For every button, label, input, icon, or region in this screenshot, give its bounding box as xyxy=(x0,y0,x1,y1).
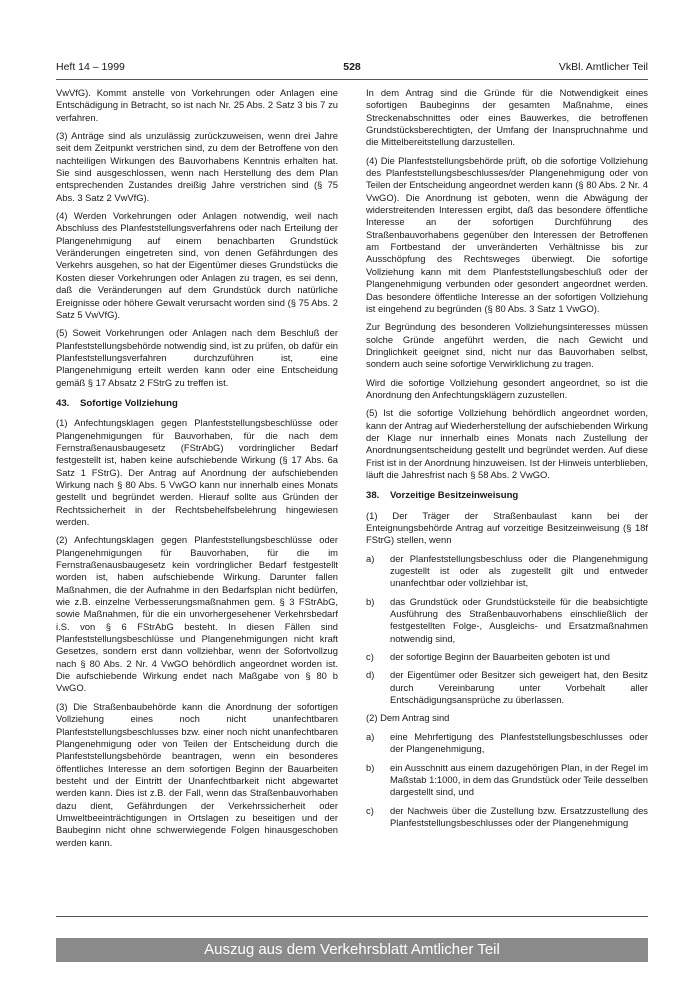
section-number: 43. xyxy=(56,397,70,409)
list-text: das Grundstück oder Grundstücksteile für die beabsichtigte Ausführung des Straßenbauvorhabens einschließlich der festgestellten Folge-, Ausgleichs- und Ersatzmaßnahmen notwendig sind, xyxy=(390,595,648,644)
list-item xyxy=(366,805,648,830)
list-text: ein Ausschnitt aus einem dazugehörigen Plan, in der Regel im Maßstab 1:1000, in dem das Grundstück oder Teile desselben dargestellt sind, und xyxy=(390,761,648,798)
list-text: der Nachweis über die Zustellung bzw. Ersatzzustellung des Planfeststellungsbeschlusses oder der Plangenehmigung xyxy=(390,804,648,828)
list-marker: b) xyxy=(366,595,375,607)
paragraph: (3) Die Straßenbaubehörde kann die Anordnung der sofortigen Vollziehung eines noch nicht unanfechtbaren Planfeststellungsbeschlusses bzw. einer noch nicht unanfechtbaren Plangenehmigung oder von Teilen der Entscheidung durch die Planfeststellungsbehörde beantragen, wenn ein besonderes öffentliches Interesse an dem sofortigen Beginn der Bauarbeiten besteht und der Eintritt der Unanfechtbarkeit nicht abgewartet werden kann. Dies ist z.B. der Fall, wenn das Straßenbauvorhaben dazu dient, Gefährdungen der Verkehrssicherheit oder Umweltbeeinträchtigungen in Ortslagen zu beseitigen und der Baubeginn nicht ohne schwerwiegende Folgen hinausgeschoben werden kann. xyxy=(56,700,338,848)
list-marker: c) xyxy=(366,651,374,663)
section-title: Vorzeitige Besitzeinweisung xyxy=(390,490,519,502)
right-column xyxy=(366,87,648,835)
paragraph: (4) Werden Vorkehrungen oder Anlagen notwendig, weil nach Abschluss des Planfeststellungsverfahrens oder nach Erteilung der Plangenehmigung auf einem benachbarten Grundstück Veränderungen eingetreten sind, von denen Gefährdungen des Verkehrs ausgehen, so hat der Eigentümer dieses Grundstücks die Kosten dieser Vorkehrungen oder Anlagen zu tragen, es sei denn, daß die Veränderungen auf dem Grundstück durch natürliche Ereignisse oder höhere Gewalt verursacht worden sind (§ 75 Abs. 2 Satz 5 VwVfG). xyxy=(56,210,338,320)
paragraph: Wird die sofortige Vollziehung gesondert angeordnet, so ist die Anordnung den Anfechtungsklägern zuzustellen. xyxy=(366,376,648,400)
paragraph: VwVfG). Kommt anstelle von Vorkehrungen oder Anlagen eine Entschädigung in Betracht, so ist nach Nr. 25 Abs. 2 Satz 3 bis 7 zu verfahren. xyxy=(56,87,338,123)
footer-divider xyxy=(56,916,648,917)
paragraph: (1) Der Träger der Straßenbaulast kann bei der Enteignungsbehörde Antrag auf vorzeitige Besitzeinweisung (§ 18f FStrG) stellen, wenn xyxy=(366,509,648,546)
issue-label: Heft 14 – 1999 xyxy=(56,61,125,73)
list-item xyxy=(366,731,648,756)
section-heading-38 xyxy=(366,490,648,502)
list-item xyxy=(366,669,648,706)
list-text: der Planfeststellungsbeschluss oder die Plangenehmigung zugestellt ist oder als zugestellt gilt und entweder unanfechtbar oder vollziehbar ist, xyxy=(390,552,648,589)
list-text: der Eigentümer oder Besitzer sich geweigert hat, den Besitz durch Vereinbarung unter Vorbehalt aller Entschädigungsansprüche zu überlassen. xyxy=(390,669,648,706)
list-text: eine Mehrfertigung des Planfeststellungsbeschlusses oder der Plangenehmigung, xyxy=(390,730,648,755)
list-item xyxy=(366,762,648,799)
page-number: 528 xyxy=(343,61,361,73)
paragraph: (2) Dem Antrag sind xyxy=(366,712,450,724)
paragraph: In dem Antrag sind die Gründe für die Notwendigkeit eines sofortigen Baubeginns der gesamten Maßnahme, eines Streckenabschnittes oder eines Bauwerkes, die betroffenen Grundstücksberechtigten, der Umfang der Inanspruchnahme und die Mittelbereitstellung darzustellen. xyxy=(366,87,648,148)
footer-banner: Auszug aus dem Verkehrsblatt Amtlicher Teil xyxy=(56,938,648,962)
section-number: 38. xyxy=(366,490,380,502)
list-item xyxy=(366,651,648,663)
list-marker: a) xyxy=(366,730,375,742)
list-text: der sofortige Beginn der Bauarbeiten geboten ist und xyxy=(390,651,610,663)
paragraph: (5) Soweit Vorkehrungen oder Anlagen nach dem Beschluß der Planfeststellungsbehörde notwendig sind, ist zu prüfen, ob dafür ein Planfeststellungsverfahren durchzuführen ist, eine Plangenehmigung erteilt werden kann oder eine Entscheidung gemäß § 17 Absatz 2 FStrG zu treffen ist. xyxy=(56,327,338,388)
list-marker: d) xyxy=(366,669,375,681)
list-item xyxy=(366,553,648,590)
page-header xyxy=(56,61,648,79)
paragraph: (2) Anfechtungsklagen gegen Planfeststellungsbeschlüsse oder Plangenehmigungen für Bauvorhaben, für die im Fernstraßenausbaugesetz kein vordringlicher Bedarf festgestellt worden ist, haben aufschiebende Wirkung. Darunter fallen Maßnahmen, die der Aufnahme in den Bedarfsplan nicht bedürfen, wie z.B. einzelne Verbesserungsmaßnahmen gem. § 3 FStrAbG, sowie Maßnahmen, für die ein unvorhergesehener Verkehrsbedarf i.S. von § 6 FStrAbG besteht. In diesen Fällen sind Planfeststellungsbeschlüsse und Plangenehmigungen nicht kraft Gesetzes, sondern erst dann vollziehbar, wenn der Sofortvollzug nach § 80 Abs. 2 Nr. 4 VwGO behördlich angeordnet worden ist. Die aufschiebende Wirkung endet nach Maßgabe von § 80 b VwGO. xyxy=(56,534,338,694)
paragraph: (3) Anträge sind als unzulässig zurückzuweisen, wenn drei Jahre seit dem Zeitpunkt verstrichen sind, zu dem der Betroffene von den nachteiligen Wirkungen des Bauvorhabens Kenntnis erhalten hat. Sie sind ausgeschlossen, wenn nach Herstellung des dem Plan entsprechenden Zustandes dreißig Jahre verstrichen sind (§ 75 Abs. 3 Satz 2 VwVfG). xyxy=(56,130,338,203)
left-column xyxy=(56,87,338,855)
list-item xyxy=(366,596,648,645)
paragraph: Zur Begründung des besonderen Vollziehungsinteresses müssen solche Gründe angeführt werden, die nach Gewicht und Dringlichkeit geeignet sind, nicht nur das Bauvorhaben selbst, sondern auch seine sofortige Verwirklichung zu tragen. xyxy=(366,321,648,370)
list-marker: b) xyxy=(366,761,375,773)
publication-label: VkBl. Amtlicher Teil xyxy=(558,61,648,73)
section-heading-43 xyxy=(56,398,338,410)
paragraph: (4) Die Planfeststellungsbehörde prüft, ob die sofortige Vollziehung des Planfeststellungsbeschlusses/der Plangenehmigung oder von Teilen der Entscheidung angeordnet werden kann (§ 80 Abs. 2 Nr. 4 VwGO). Die Anordnung ist geboten, wenn die Abwägung der widerstreitenden Interessen ergibt, daß das besondere öffentliche Interesse an der sofortigen Durchführung des Straßenbauvorhabens gegenüber den Interessen der Betroffenen am Fortbestand der unveränderten Verhältnisse bis zur Ausschöpfung des Rechtsweges überwiegt. Die sofortige Vollziehung kann mit dem Planfeststellungsbeschluß oder der Plangenehmigung verbunden oder gesondert angeordnet werden. Das besondere öffentliche Interesse an der sofortigen Vollziehung ist eingehend zu begründen (§ 80 Abs. 3 Satz 1 VwGO). xyxy=(366,154,648,314)
list-marker: c) xyxy=(366,804,374,816)
paragraph: (5) Ist die sofortige Vollziehung behördlich angeordnet worden, kann der Antrag auf Wiederherstellung der aufschiebenden Wirkung der Klage nur innerhalb eines Monats nach Zustellung der Anordnungsentscheidung gestellt und begründet werden. Auf diese Frist ist in der Anordnung hinzuweisen. Ist der Hinweis unterblieben, läuft die Jahresfrist nach § 58 Abs. 2 VwGO. xyxy=(366,407,648,480)
section-title: Sofortige Vollziehung xyxy=(80,397,178,409)
header-divider xyxy=(56,79,648,80)
list-marker: a) xyxy=(366,552,375,564)
paragraph: (1) Anfechtungsklagen gegen Planfeststellungsbeschlüsse oder Plangenehmigungen für Bauvorhaben, für die nach dem Fernstraßenausbaugesetz (FStrAbG) vordringlicher Bedarf festgestellt ist, haben keine aufschiebende Wirkung (§ 17 Abs. 6a Satz 1 FStrG). Der Antrag auf Anordnung der aufschiebenden Wirkung nach § 80 Abs. 5 VwGO kann nur innerhalb eines Monats gestellt und begründet werden. Hierauf sollte aus Gründen der Rechtssicherheit in der Rechtsbehelfsbelehrung hingewiesen werden. xyxy=(56,417,338,527)
